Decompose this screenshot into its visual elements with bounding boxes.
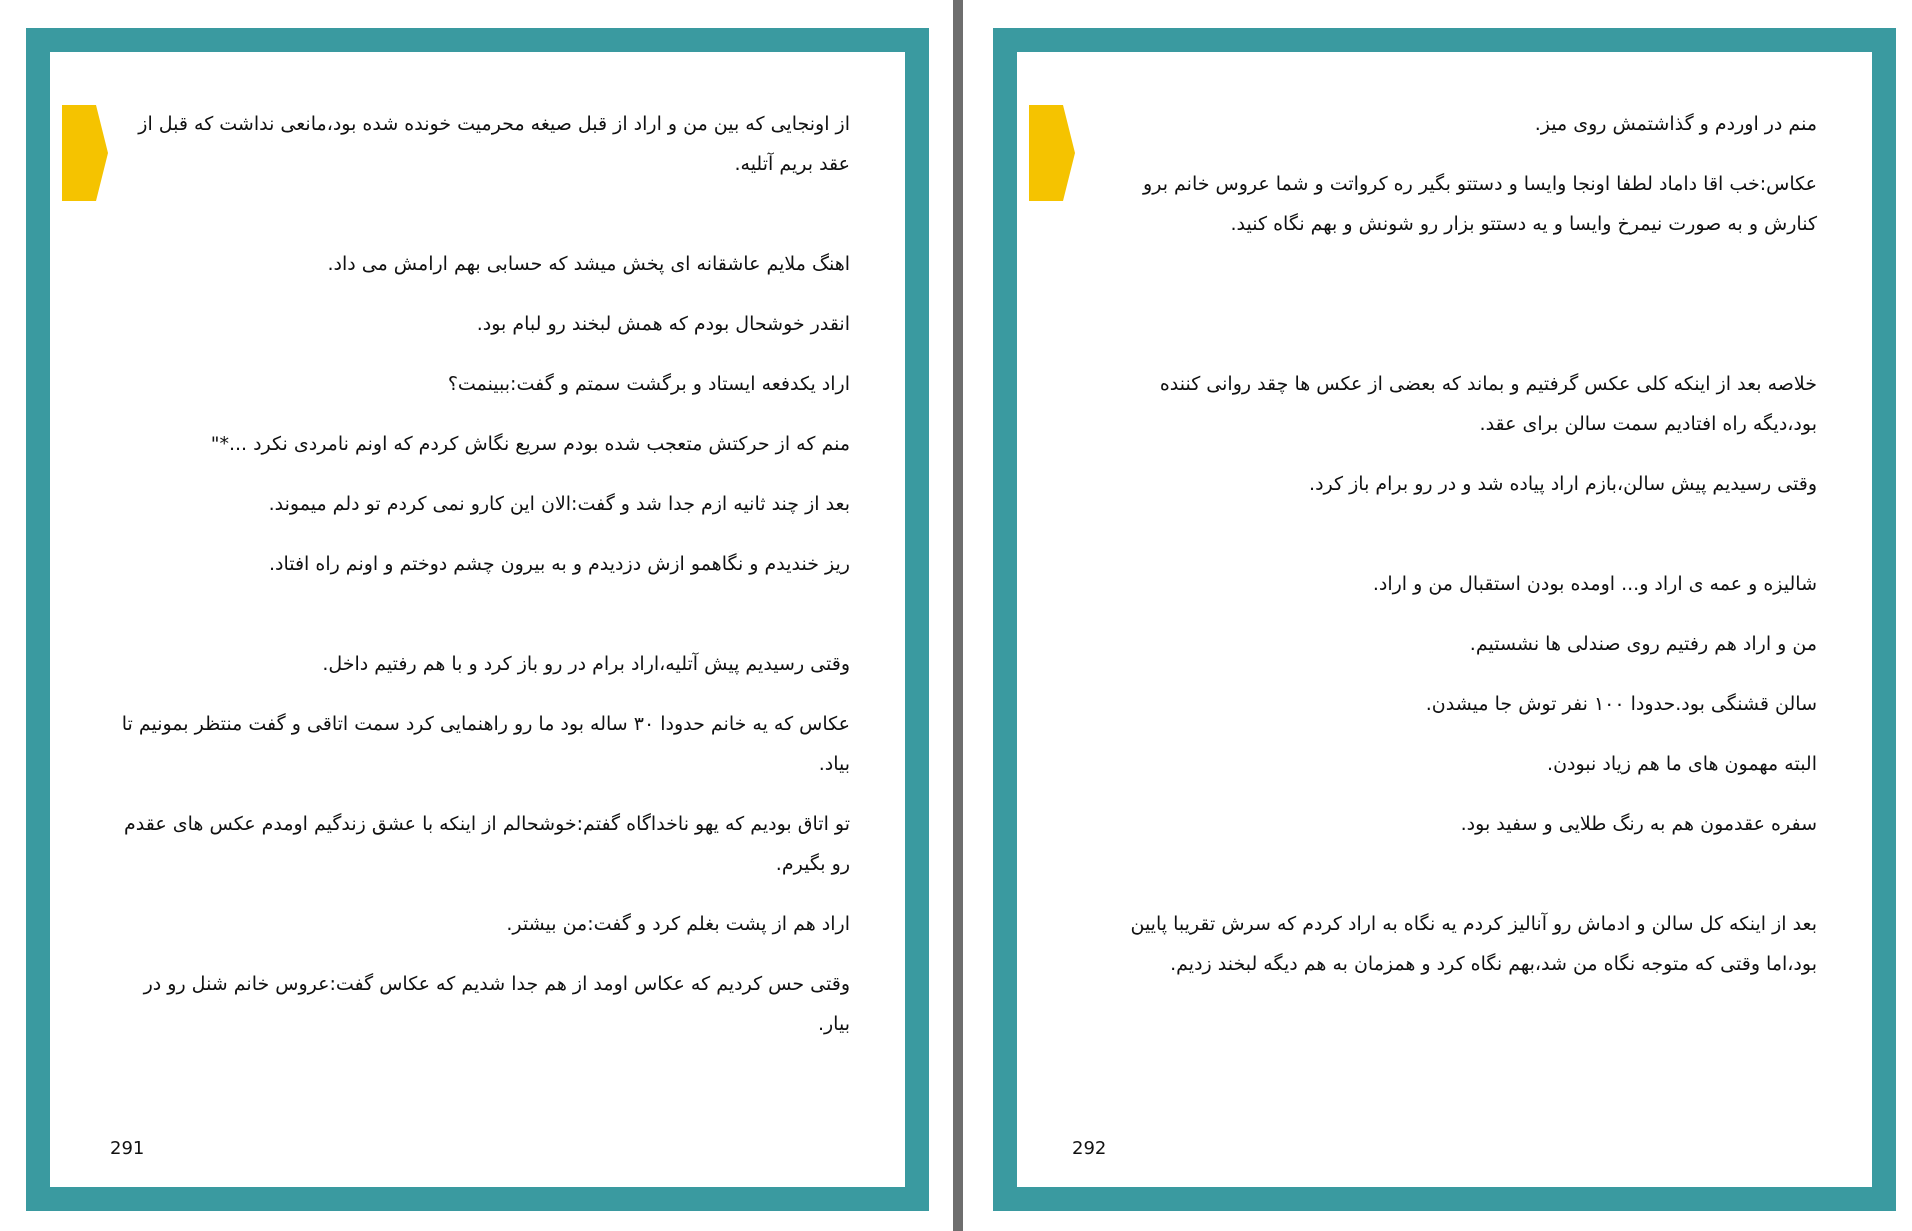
paragraph: اراد یکدفعه ایستاد و برگشت سمتم و گفت:ببینمت؟ bbox=[447, 373, 850, 395]
page-number: 292 bbox=[1072, 1138, 1107, 1159]
paragraph: ریز خندیدم و نگاهمو ازش دزدیدم و به بیرون چشم دوختم و اونم راه افتاد. bbox=[268, 553, 850, 575]
paragraph: سالن قشنگی بود.حدودا ۱۰۰ نفر توش جا میشدن. bbox=[1425, 693, 1817, 715]
paragraph: اراد هم از پشت بغلم کرد و گفت:من بیشتر. bbox=[506, 913, 850, 935]
page-text bbox=[1097, 104, 1817, 1004]
page-number: 291 bbox=[110, 1138, 145, 1159]
page-291 bbox=[26, 28, 929, 1211]
paragraph: البته مهمون های ما هم زیاد نبودن. bbox=[1547, 753, 1817, 775]
paragraph: منم که از حرکتش متعجب شده بودم سریع نگاش کردم که اونم نامردی نکرد ...*" bbox=[210, 433, 850, 455]
paragraph: وقتی رسیدیم پیش آتلیه،اراد برام در رو باز کرد و با هم رفتیم داخل. bbox=[322, 653, 850, 675]
paragraph: از اونجایی که بین من و اراد از قبل صیغه محرمیت خونده شده بود،مانعی نداشت که قبل از عقد بریم آتلیه. bbox=[138, 113, 850, 175]
paragraph: من و اراد هم رفتیم روی صندلی ها نشستیم. bbox=[1469, 633, 1817, 655]
paragraph: بعد از اینکه کل سالن و ادماش رو آنالیز کردم یه نگاه به اراد کردم که سرش تقریبا پایین بود،اما وقتی که متوجه نگاه من شد،بهم نگاه کرد و همزمان به هم دیگه لبخند زدیم. bbox=[1130, 913, 1817, 975]
page-292 bbox=[993, 28, 1896, 1211]
bookmark-tab-icon bbox=[1029, 105, 1075, 201]
paragraph: وقتی رسیدیم پیش سالن،بازم اراد پیاده شد و در رو برام باز کرد. bbox=[1309, 473, 1817, 495]
page-sheet bbox=[1017, 52, 1872, 1187]
paragraph: وقتی حس کردیم که عکاس اومد از هم جدا شدیم که عکاس گفت:عروس خانم شنل رو در بیار. bbox=[143, 973, 850, 1035]
paragraph: شالیزه و عمه ی اراد و... اومده بودن استقبال من و اراد. bbox=[1372, 573, 1817, 595]
paragraph: انقدر خوشحال بودم که همش لبخند رو لبام بود. bbox=[476, 313, 850, 335]
bookmark-tab-icon bbox=[62, 105, 108, 201]
paragraph: خلاصه بعد از اینکه کلی عکس گرفتیم و بماند که بعضی از عکس ها چقد روانی کننده بود،دیگه راه افتادیم سمت سالن برای عقد. bbox=[1159, 373, 1817, 435]
paragraph: تو اتاق بودیم که یهو ناخداگاه گفتم:خوشحالم از اینکه با عشق زندگیم اومدم عکس های عقدم رو بگیرم. bbox=[124, 813, 850, 875]
paragraph: عکاس:خب اقا داماد لطفا اونجا وایسا و دستتو بگیر ره کرواتت و شما عروس خانم برو کنارش و به صورت نیمرخ وایسا و یه دستتو بزار رو شونش و بهم نگاه کنید. bbox=[1143, 173, 1817, 235]
paragraph: سفره عقدمون هم به رنگ طلایی و سفید بود. bbox=[1460, 813, 1817, 835]
paragraph: اهنگ ملایم عاشقانه ای پخش میشد که حسابی بهم ارامش می داد. bbox=[327, 253, 850, 275]
page-sheet bbox=[50, 52, 905, 1187]
page-text bbox=[108, 104, 850, 1064]
paragraph: منم در اوردم و گذاشتمش روی میز. bbox=[1534, 113, 1817, 135]
book-spine bbox=[953, 0, 963, 1231]
paragraph: عکاس که یه خانم حدودا ۳۰ ساله بود ما رو راهنمایی کرد سمت اتاقی و گفت منتظر بمونیم تا بیاد. bbox=[121, 713, 850, 775]
paragraph: بعد از چند ثانیه ازم جدا شد و گفت:الان این کارو نمی کردم تو دلم میموند. bbox=[268, 493, 850, 515]
